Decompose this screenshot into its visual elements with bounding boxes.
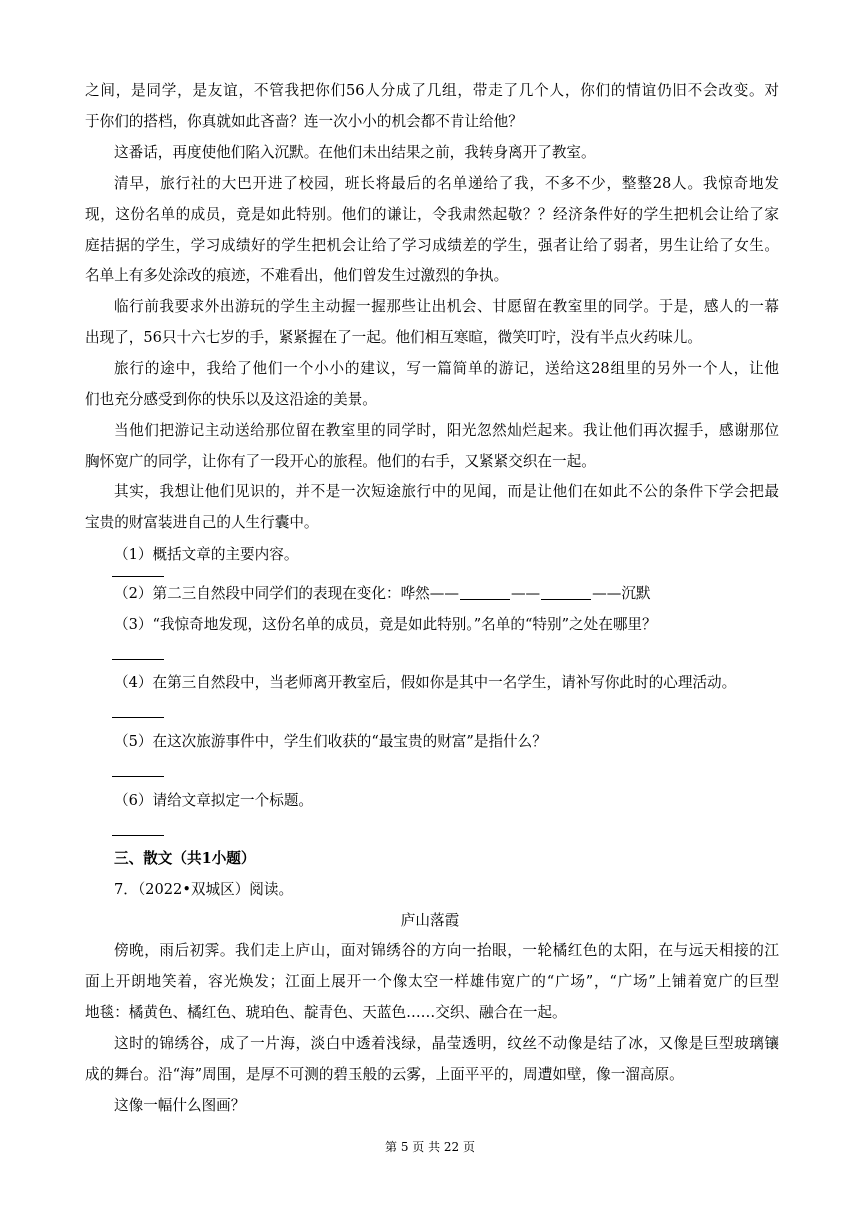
question-7: 7．（2022•双城区）阅读。 xyxy=(114,881,294,898)
page-footer: 第 5 页 共 22 页 xyxy=(385,1140,475,1154)
answer-blank[interactable] xyxy=(112,717,164,718)
passage-line: 面上开朗地笑着，容光焕发；江面上展开一个像太空一样雄伟宽广的“广场”，“广场”上铺着宽广的巨型 xyxy=(85,973,779,990)
passage-line: 于你们的搭档，你真就如此吝啬？连一次小小的机会都不肯让给他？ xyxy=(85,113,523,130)
answer-blank[interactable] xyxy=(112,659,164,660)
passage-line: 成的舞台。沿“海”周围，是厚不可测的碧玉般的云雾，上面平平的，周遭如壁，像一溜高原。 xyxy=(85,1066,684,1083)
passage-line: 这像一幅什么图画？ xyxy=(114,1097,246,1114)
passage-line: 这时的锦绣谷，成了一片海，淡白中透着浅绿，晶莹透明，纹丝不动像是结了冰，又像是巨型玻璃镶 xyxy=(114,1035,779,1052)
question-5: （5）在这次旅游事件中，学生们收获的“最宝贵的财富”是指什么？ xyxy=(114,733,547,750)
passage-line: 之间，是同学，是友谊，不管我把你们56人分成了几组，带走了几个人，你们的情谊仍旧不会改变。对 xyxy=(85,82,779,99)
question-6: （6）请给文章拟定一个标题。 xyxy=(114,792,314,809)
answer-blank[interactable] xyxy=(541,585,591,600)
passage-line: 旅行的途中，我给了他们一个小小的建议，写一篇简单的游记，送给这28组里的另外一个人，让他 xyxy=(114,360,779,377)
passage-line: 当他们把游记主动送给那位留在教室里的同学时，阳光忽然灿烂起来。我让他们再次握手，感谢那位 xyxy=(114,422,779,439)
article-title: 庐山落霞 xyxy=(400,912,460,929)
answer-blank[interactable] xyxy=(112,776,164,777)
passage-line: 庭拮据的学生，学习成绩好的学生把机会让给了学习成绩差的学生，强者让给了弱者，男生让给了女生。 xyxy=(85,237,779,254)
passage-line: 现，这份名单的成员，竟是如此特别。他们的谦让，令我肃然起敬？？经济条件好的学生把机会让给了家 xyxy=(85,206,779,223)
answer-blank[interactable] xyxy=(112,576,164,577)
passage-line: 胸怀宽广的同学，让你有了一段开心的旅程。他们的右手，又紧紧交织在一起。 xyxy=(85,453,596,470)
passage-line: 其实，我想让他们见识的，并不是一次短途旅行中的见闻，而是让他们在如此不公的条件下学会把最 xyxy=(114,483,779,500)
passage-line: 傍晚，雨后初霁。我们走上庐山，面对锦绣谷的方向一抬眼，一轮橘红色的太阳，在与远天相接的江 xyxy=(114,942,779,959)
section-heading: 三、散文（共1小题） xyxy=(114,850,256,867)
passage-line: 这番话，再度使他们陷入沉默。在他们未出结果之前，我转身离开了教室。 xyxy=(114,144,596,161)
passage-line: 们也充分感受到你的快乐以及这沿途的美景。 xyxy=(85,391,377,408)
question-1: （1）概括文章的主要内容。 xyxy=(114,546,299,563)
question-2-text: （2）第二三自然段中同学们的表现在变化：哗然—— xyxy=(114,585,459,602)
answer-blank[interactable] xyxy=(460,585,510,600)
question-4: （4）在第三自然段中，当老师离开教室后，假如你是其中一名学生，请补写你此时的心理活动。 xyxy=(114,674,737,691)
passage-line: 地毯：橘黄色、橘红色、琥珀色、靛青色、天蓝色……交织、融合在一起。 xyxy=(85,1004,567,1021)
answer-blank[interactable] xyxy=(112,835,164,836)
question-3: （3）“我惊奇地发现，这份名单的成员，竟是如此特别。”名单的“特别”之处在哪里？ xyxy=(114,616,657,633)
question-2-end: ——沉默 xyxy=(592,585,651,602)
passage-line: 出现了，56只十六七岁的手，紧紧握在了一起。他们相互寒暄，微笑叮咛，没有半点火药味儿。 xyxy=(85,329,702,346)
passage-line: 清早，旅行社的大巴开进了校园，班长将最后的名单递给了我，不多不少，整整28人。我惊奇地发 xyxy=(114,175,779,192)
question-2-dash: —— xyxy=(510,585,541,602)
passage-line: 名单上有多处涂改的痕迹，不难看出，他们曾发生过激烈的争执。 xyxy=(85,267,509,284)
question-2 xyxy=(114,584,808,604)
passage-line: 宝贵的财富装进自己的人生行囊中。 xyxy=(85,514,319,531)
passage-line: 临行前我要求外出游玩的学生主动握一握那些让出机会、甘愿留在教室里的同学。于是，感人的一幕 xyxy=(114,298,779,315)
